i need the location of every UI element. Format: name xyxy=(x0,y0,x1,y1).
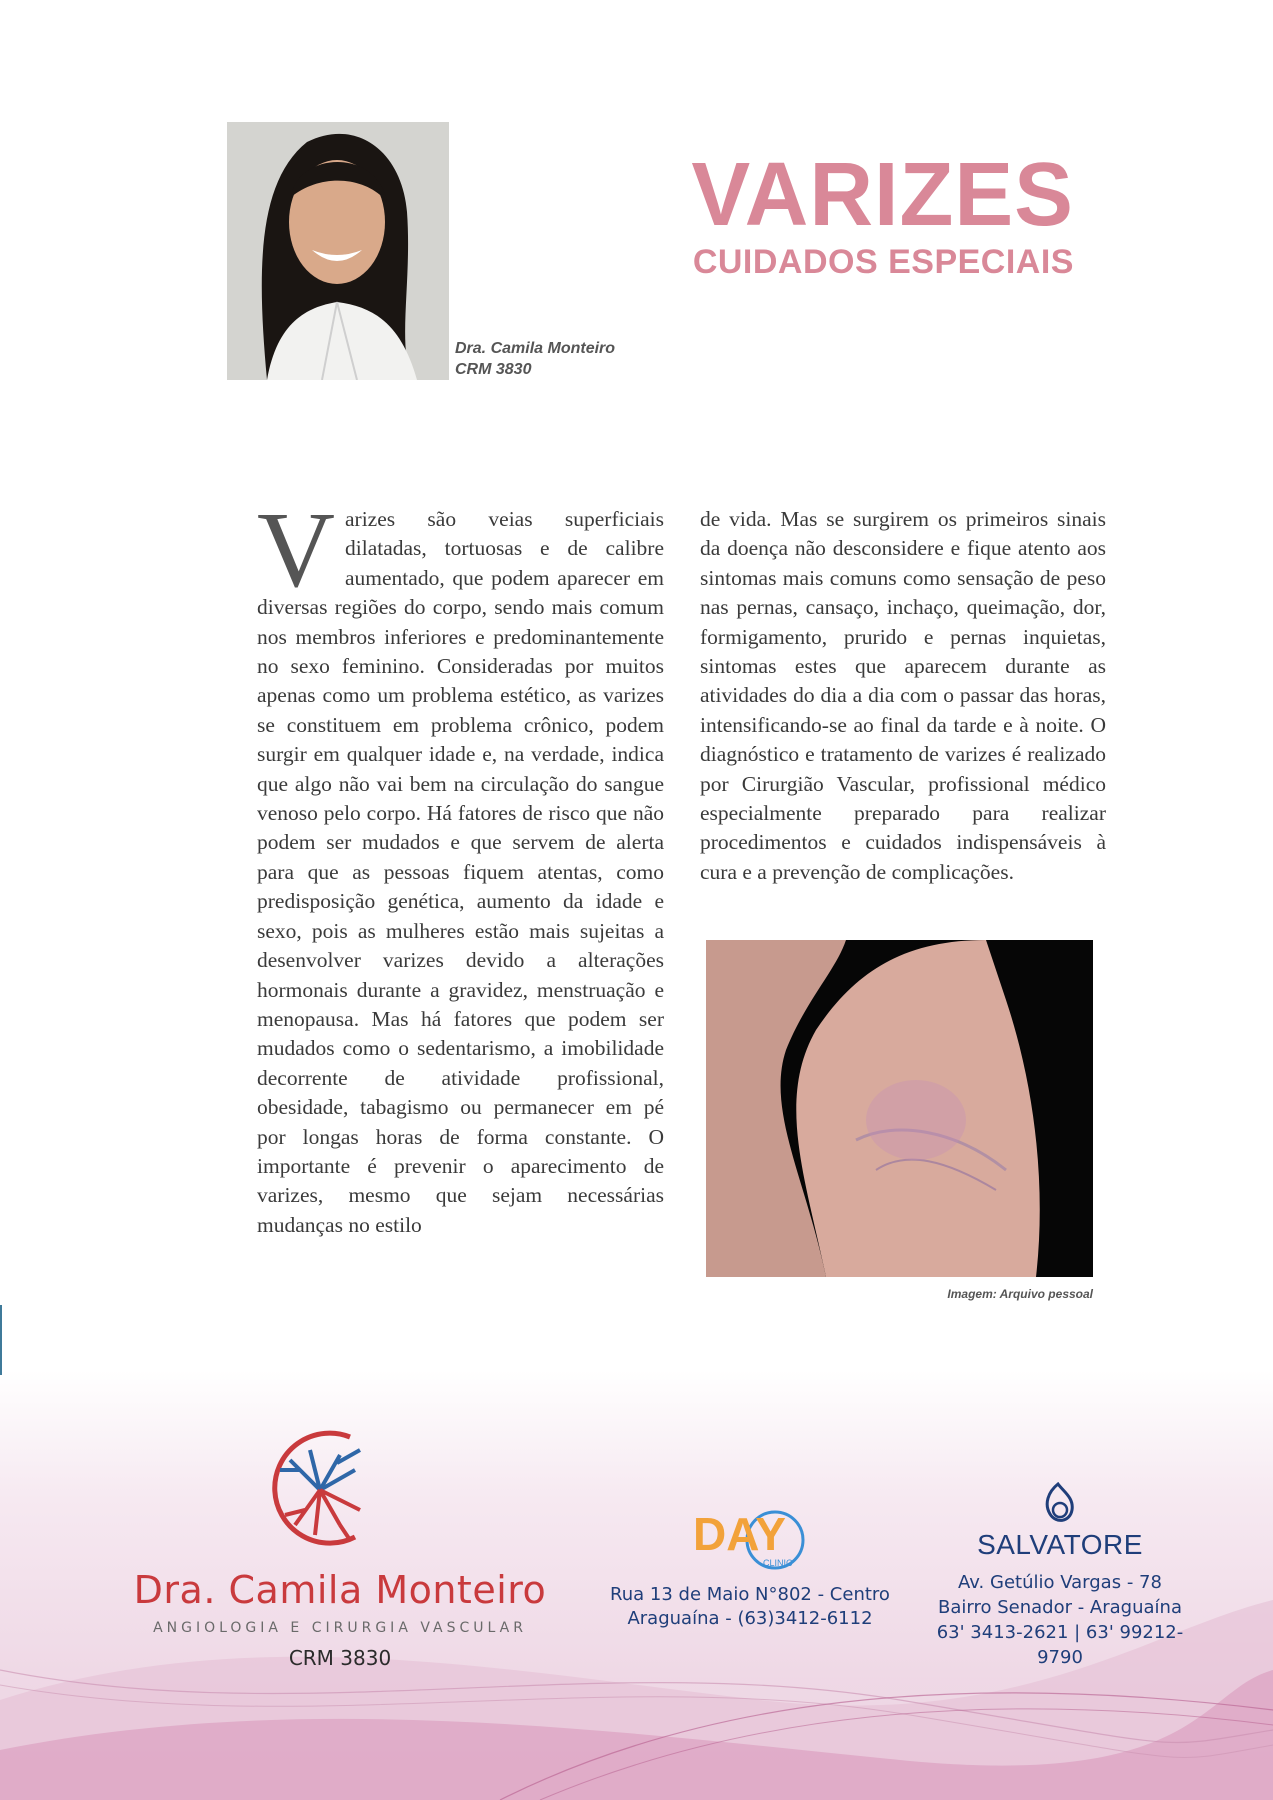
doctor-caption xyxy=(455,338,615,380)
drop-cap: V xyxy=(257,491,335,610)
day-address-line2: Araguaína - (63)3412-6112 xyxy=(627,1608,873,1629)
article-column-right xyxy=(700,505,1106,887)
salvatore-address-line1: Av. Getúlio Vargas - 78 xyxy=(958,1572,1162,1593)
doctor-caption-crm: CRM 3830 xyxy=(455,361,532,378)
salvatore-phones: 63' 3413-2621 | 63' 99212-9790 xyxy=(936,1622,1184,1668)
page-subtitle: CUIDADOS ESPECIAIS xyxy=(692,243,1074,281)
vascular-tree-icon xyxy=(255,1425,385,1555)
doctor-portrait xyxy=(227,122,449,380)
day-clinic-logo xyxy=(693,1502,813,1572)
day-clinic-address xyxy=(600,1583,900,1631)
salvatore-address xyxy=(920,1570,1200,1670)
doctor-logo-crm: CRM 3830 xyxy=(288,1646,392,1670)
doctor-logo-specialty: ANGIOLOGIA E CIRURGIA VASCULAR xyxy=(153,1620,527,1636)
article-right-text: de vida. Mas se surgirem os primeiros sinais da doença não desconsidere e fique atento aos sintomas mais comuns como sensação de peso nas pernas, cansaço, inchaço, queimação, dor, formigamento, prurido e pernas inquietas, sintomas estes que aparecem durante as atividades do dia a dia com o passar das horas, intensificando-se ao final da tarde e à noite. O diagnóstico e tratamento de varizes é realizado por Cirurgião Vascular, profissional médico especialmente preparado para realizar procedimentos e cuidados indispensáveis à cura e a prevenção de complicações. xyxy=(700,507,1106,884)
salvatore-address-line2: Bairro Senador - Araguaína xyxy=(938,1597,1182,1618)
day-address-line1: Rua 13 de Maio N°802 - Centro xyxy=(610,1584,890,1605)
day-logo-text: DAY xyxy=(693,1508,786,1560)
image-credit: Imagem: Arquivo pessoal xyxy=(947,1287,1093,1301)
doctor-logo-name: Dra. Camila Monteiro xyxy=(133,1568,547,1612)
varicose-leg-photo xyxy=(706,940,1093,1277)
day-logo-sub: CLINIC xyxy=(763,1558,793,1568)
salvatore-name: SALVATORE xyxy=(977,1529,1143,1560)
doctor-caption-name: Dra. Camila Monteiro xyxy=(455,340,616,357)
page-title: VARIZES xyxy=(691,145,1074,245)
edge-mark xyxy=(0,1305,2,1375)
article-column-left xyxy=(257,491,664,1240)
salvatore-emblem-icon xyxy=(1036,1482,1080,1530)
article-left-text: arizes são veias superficiais dilatadas, tortuosas e de calibre aumentado, que podem aparecer em diversas regiões do corpo, sendo mais comum nos membros inferiores e predominantemente no sexo feminino. Consideradas por muitos apenas como um problema estético, as varizes se constituem em problema crônico, podem surgir em qualquer idade e, na verdade, indica que algo não vai bem na circulação do sangue venoso pelo corpo. Há fatores de risco que não podem ser mudados e que servem de alerta para que as pessoas fiquem atentas, como predisposição genética, aumento da idade e sexo, pois as mulheres estão mais sujeitas a desenvolver varizes devido a alterações hormonais durante a gravidez, menstruação e menopausa. Mas há fatores que podem ser mudados como o sedentarismo, a imobilidade decorrente de atividade profissional, obesidade, tabagismo ou permanecer em pé por longas horas de forma constante. O importante é prevenir o aparecimento de varizes, mesmo que sejam necessárias mudanças no estilo xyxy=(257,507,664,1237)
